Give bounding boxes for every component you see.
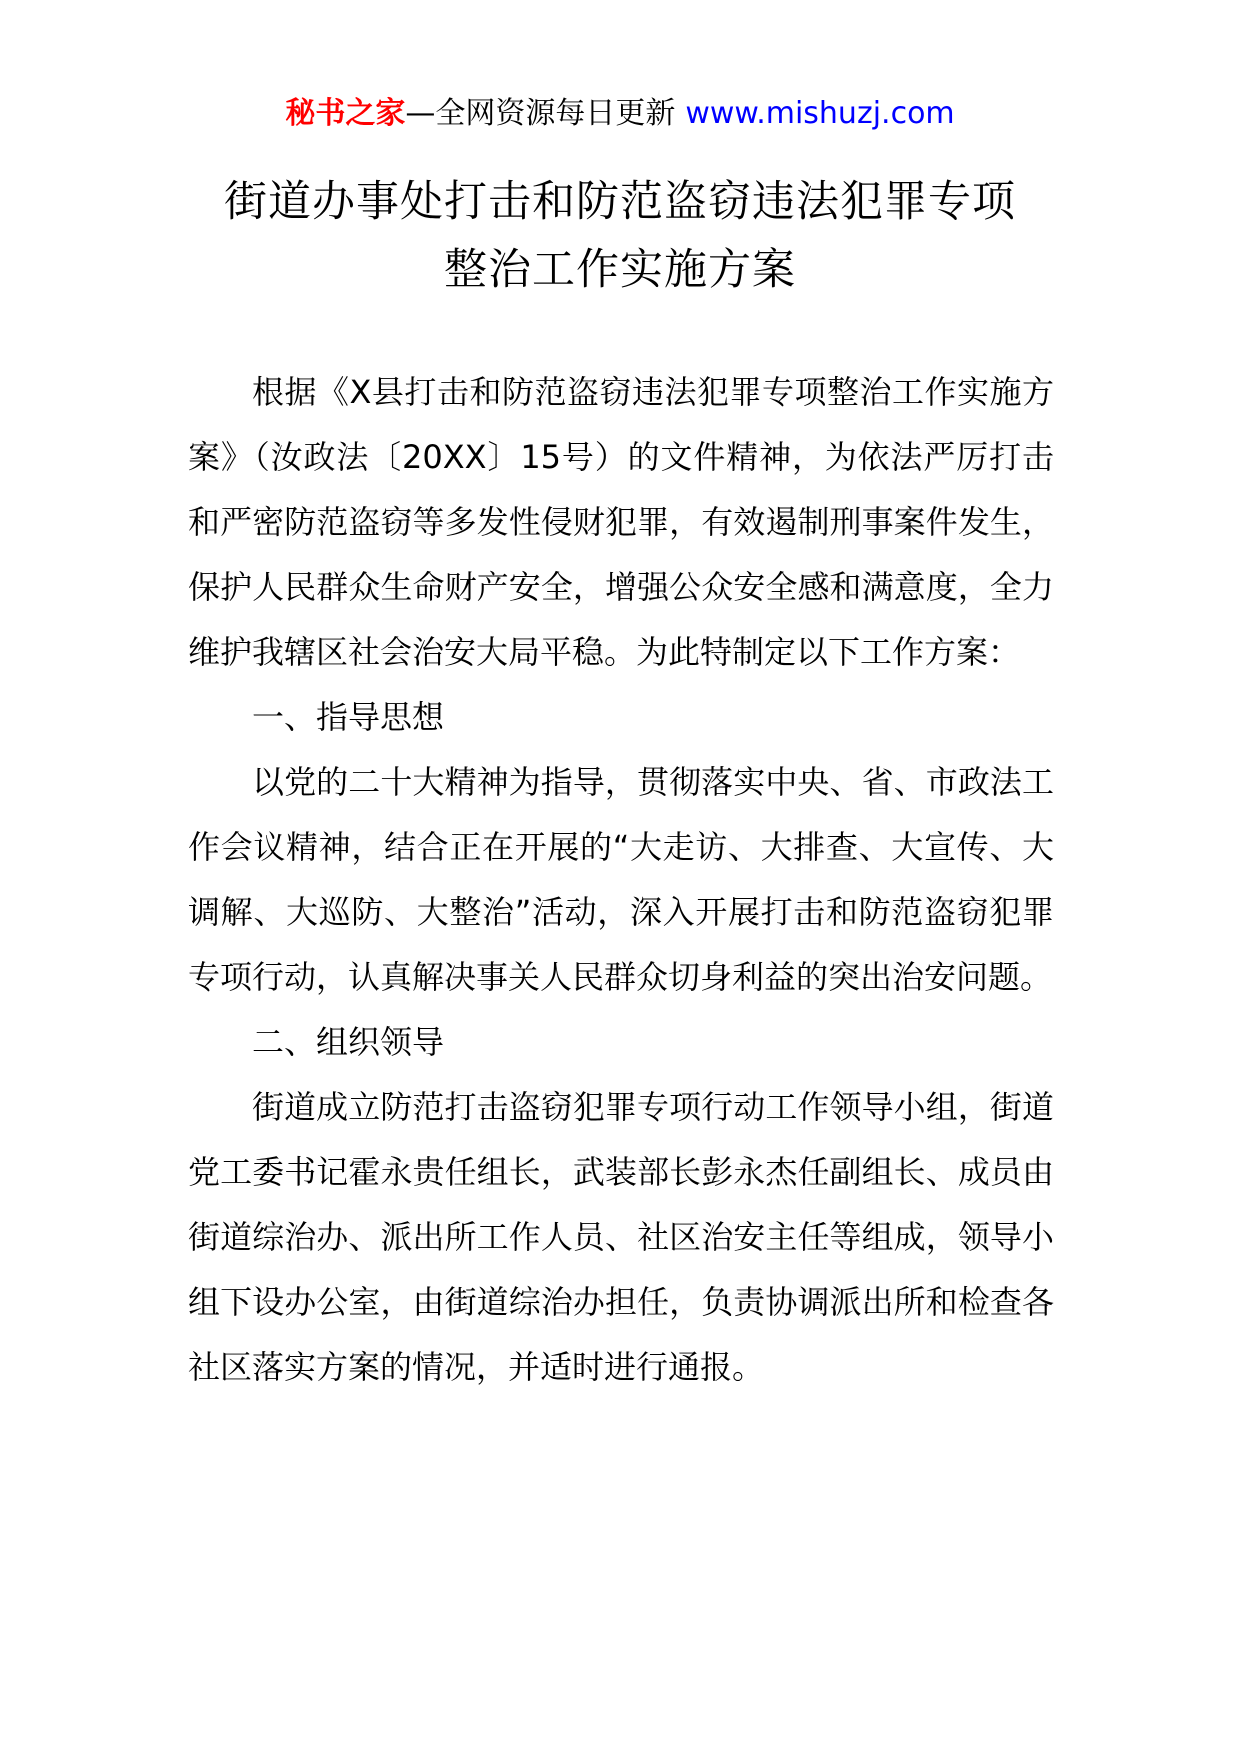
site-url-link[interactable]: www.mishuzj.com: [685, 96, 955, 131]
section-paragraph-organization: 街道成立防范打击盗窃犯罪专项行动工作领导小组，街道党工委书记霍永贵任组长，武装部长彭永杰任副组长、成员由街道综治办、派出所工作人员、社区治安主任等组成，领导小组下设办公室，由街道综治办担任，负责协调派出所和检查各社区落实方案的情况，并适时进行通报。: [188, 1088, 1054, 1386]
document-body: [188, 360, 1054, 1400]
title-line-1: 街道办事处打击和防范盗窃违法犯罪专项: [224, 177, 1016, 227]
site-tagline: —全网资源每日更新: [405, 96, 676, 131]
intro-paragraph: 根据《X县打击和防范盗窃违法犯罪专项整治工作实施方案》（汝政法〔20XX〕15号）的文件精神，为依法严厉打击和严密防范盗窃等多发性侵财犯罪，有效遏制刑事案件发生，保护人民群众生命财产安全，增强公众安全感和满意度，全力维护我辖区社会治安大局平稳。为此特制定以下工作方案：: [188, 373, 1054, 671]
brand-name: 秘书之家: [285, 96, 406, 131]
title-line-2: 整治工作实施方案: [444, 245, 796, 295]
section-heading-organization: 二、组织领导: [252, 1023, 445, 1061]
document-title: [150, 168, 1090, 304]
section-heading-guiding-ideology: 一、指导思想: [252, 698, 445, 736]
section-paragraph-guiding-ideology: 以党的二十大精神为指导，贯彻落实中央、省、市政法工作会议精神，结合正在开展的“大走访、大排查、大宣传、大调解、大巡防、大整治”活动，深入开展打击和防范盗窃犯罪专项行动，认真解决事关人民群众切身利益的突出治安问题。: [188, 763, 1054, 996]
site-header: [0, 92, 1240, 136]
